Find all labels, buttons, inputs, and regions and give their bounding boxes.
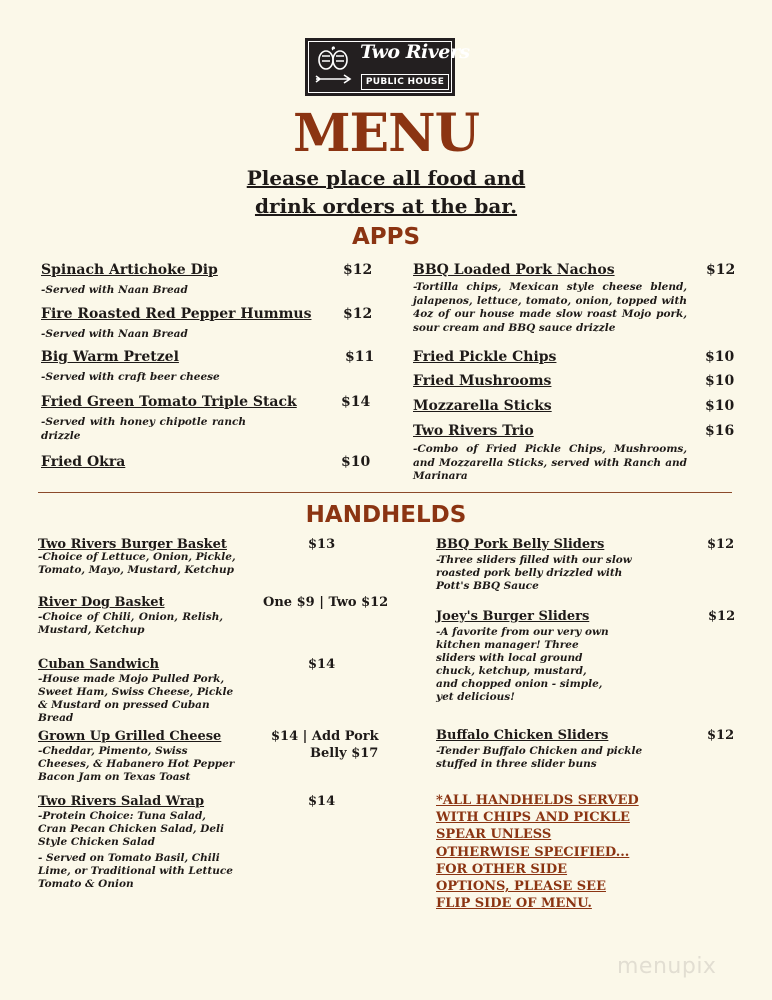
logo (305, 38, 470, 96)
handhelds-note: *ALL HANDHELDS SERVED WITH CHIPS AND PICKLE SPEAR UNLESS OTHERWISE SPECIFIED... FOR OTHER SIDE OPTIONS, PLEASE SEE FLIP SIDE OF MENU. (436, 793, 639, 912)
menu-item-name: BBQ Pork Belly Sliders (436, 537, 605, 552)
menu-item-name: Fried Okra (41, 454, 126, 470)
menu-item-name: Grown Up Grilled Cheese (38, 729, 222, 744)
hops-emblem-icon (312, 46, 354, 90)
menu-item-desc: -Tender Buffalo Chicken and pickle stuffed in three slider buns (436, 745, 643, 770)
notice-line-2: drink orders at the bar. (254, 194, 518, 218)
menu-item-price: $10 (705, 349, 735, 365)
menu-item-desc: -Combo of Fried Pickle Chips, Mushrooms, and Mozzarella Sticks, served with Ranch and Marinara (413, 443, 687, 482)
menu-item-price: $10 (341, 454, 371, 470)
menu-item-name: Fire Roasted Red Pepper Hummus (41, 306, 312, 322)
menu-item-desc: -Served with Naan Bread (41, 284, 188, 296)
menu-item-desc: -Three sliders filled with our slow roasted pork belly drizzled with Pott's BBQ Sauce (436, 554, 632, 592)
menu-item-name: Joey's Burger Sliders (436, 609, 590, 624)
menu-item-price: $14 | Add Pork (271, 729, 379, 744)
menu-item-price: $14 (308, 657, 336, 672)
menu-item-price: $14 (308, 794, 336, 809)
menu-item-desc: - Served on Tomato Basil, Chili Lime, or Traditional with Lettuce Tomato & Onion (38, 852, 233, 890)
menu-item-desc: -Cheddar, Pimento, Swiss Cheeses, & Habanero Hot Pepper Bacon Jam on Texas Toast (38, 745, 235, 783)
menu-item-name: Big Warm Pretzel (41, 349, 179, 365)
menu-item-price: $12 (707, 537, 735, 552)
menu-item-name: Buffalo Chicken Sliders (436, 728, 609, 743)
logo-name: Two Rivers (360, 41, 470, 63)
menu-item-price: Belly $17 (310, 746, 379, 761)
menu-item-desc: -A favorite from our very own kitchen manager! Three sliders with local ground chuck, ketchup, mustard, and chopped onion - simple, yet delicious! (436, 626, 609, 703)
menu-item-price: $13 (308, 537, 336, 552)
menu-item-price: One $9 | Two $12 (263, 595, 389, 610)
menu-item-price: $10 (705, 373, 735, 389)
watermark: menupix (617, 954, 717, 979)
section-divider (38, 492, 732, 493)
menu-item-name: Two Rivers Salad Wrap (38, 794, 205, 809)
menu-item-price: $12 (707, 728, 735, 743)
menu-item-price: $11 (345, 349, 375, 365)
menu-item-price: $12 (343, 262, 373, 278)
menu-item-desc: -Served with honey chipotle ranch drizzle (41, 416, 246, 442)
menu-item-desc: -House made Mojo Pulled Pork, Sweet Ham, Swiss Cheese, Pickle & Mustard on pressed Cuban Bread (38, 673, 234, 724)
menu-item-desc: -Choice of Lettuce, Onion, Pickle, Tomato, Mayo, Mustard, Ketchup (38, 551, 236, 576)
menu-item-price: $10 (705, 398, 735, 414)
menu-item-price: $12 (708, 609, 736, 624)
menu-item-name: Fried Green Tomato Triple Stack (41, 394, 297, 410)
menu-item-price: $12 (343, 306, 373, 322)
menu-item-desc: -Tortilla chips, Mexican style cheese blend, jalapenos, lettuce, tomato, onion, topped with 4oz of our house made slow roast Mojo pork, sour cream and BBQ sauce drizzle (413, 281, 687, 334)
menu-item-desc: -Choice of Chili, Onion, Relish, Mustard, Ketchup (38, 611, 223, 636)
menu-item-price: $16 (705, 423, 735, 439)
menu-item-name: Cuban Sandwich (38, 657, 160, 672)
menu-title: MENU (292, 103, 480, 164)
menu-item-name: Fried Mushrooms (413, 373, 552, 389)
menu-item-name: BBQ Loaded Pork Nachos (413, 262, 615, 278)
menu-item-price: $12 (706, 262, 736, 278)
logo-subtitle: PUBLIC HOUSE (361, 74, 449, 90)
menu-item-name: Two Rivers Burger Basket (38, 537, 227, 552)
notice-line-1: Please place all food and (246, 166, 526, 190)
menu-item-price: $14 (341, 394, 371, 410)
menu-item-name: Mozzarella Sticks (413, 398, 552, 414)
menu-item-name: River Dog Basket (38, 595, 165, 610)
menu-item-desc: -Served with craft beer cheese (41, 371, 220, 383)
menu-item-desc: -Protein Choice: Tuna Salad, Cran Pecan Chicken Salad, Deli Style Chicken Salad (38, 810, 224, 848)
menu-item-desc: -Served with Naan Bread (41, 328, 188, 340)
menu-item-name: Two Rivers Trio (413, 423, 534, 439)
apps-heading: APPS (351, 224, 421, 250)
menu-item-name: Spinach Artichoke Dip (41, 262, 218, 278)
handhelds-heading: HANDHELDS (305, 502, 467, 528)
menu-item-name: Fried Pickle Chips (413, 349, 557, 365)
